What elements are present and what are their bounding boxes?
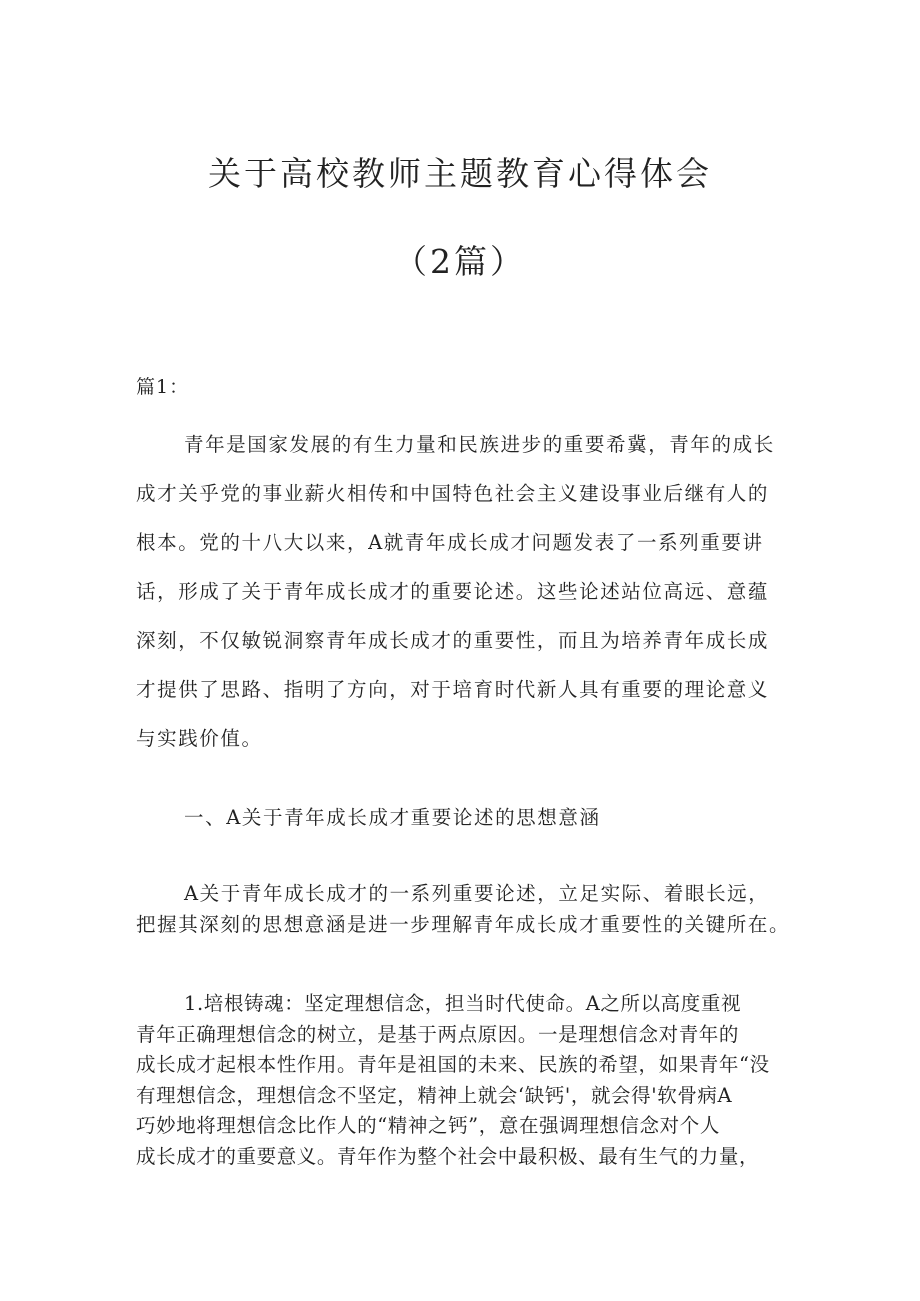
point-paragraph	[136, 989, 791, 1172]
paragraph-line: 与实践价值。	[136, 727, 263, 750]
paragraph-line: 青年是国家发展的有生力量和民族进步的重要希冀，青年的成长	[184, 433, 775, 456]
section-heading	[136, 803, 791, 833]
paragraph-line: 有理想信念，理想信念不坚定，精神上就会‘缺钙'，就会得'软骨病A	[136, 1083, 733, 1107]
paragraph-line: 青年正确理想信念的树立，是基于两点原因。一是理想信念对青年的	[136, 1022, 740, 1046]
document-title: 关于高校教师主题教育心得体会	[208, 154, 712, 193]
paragraph-line: A关于青年成长成才的一系列重要论述，立足实际、着眼长远，	[184, 882, 770, 905]
document-subtitle: （2篇）	[394, 242, 526, 281]
paragraph-line: 根本。党的十八大以来，A就青年成长成才问题发表了一系列重要讲	[136, 531, 764, 554]
paragraph-line: 巧妙地将理想信念比作人的“精神之钙”，意在强调理想信念对个人	[136, 1114, 720, 1137]
paragraph-line: 深刻，不仅敏锐洞察青年成长成才的重要性，而且为培养青年成长成	[136, 629, 770, 652]
intro-paragraph	[136, 420, 791, 763]
paragraph-line: 成长成才的重要意义。青年作为整个社会中最积极、最有生气的力量，	[136, 1144, 760, 1168]
paragraph-line: 1.培根铸魂：坚定理想信念，担当时代使命。A之所以高度重视	[184, 992, 742, 1015]
paragraph-line: 才提供了思路、指明了方向，对于培育时代新人具有重要的理论意义	[136, 678, 770, 701]
paragraph-line: 成长成才起根本性作用。青年是祖国的未来、民族的希望，如果青年“没	[136, 1053, 770, 1076]
paragraph-line: 成才关乎党的事业薪火相传和中国特色社会主义建设事业后继有人的	[136, 482, 770, 505]
heading-text: 一、A关于青年成长成才重要论述的思想意涵	[184, 806, 601, 829]
section-label: 篇1：	[136, 376, 190, 398]
paragraph-line: 话，形成了关于青年成长成才的重要论述。这些论述站位高远、意蕴	[136, 580, 770, 603]
summary-paragraph	[136, 878, 791, 940]
paragraph-line: 把握其深刻的思想意涵是进一步理解青年成长成才重要性的关键所在。	[136, 913, 791, 936]
